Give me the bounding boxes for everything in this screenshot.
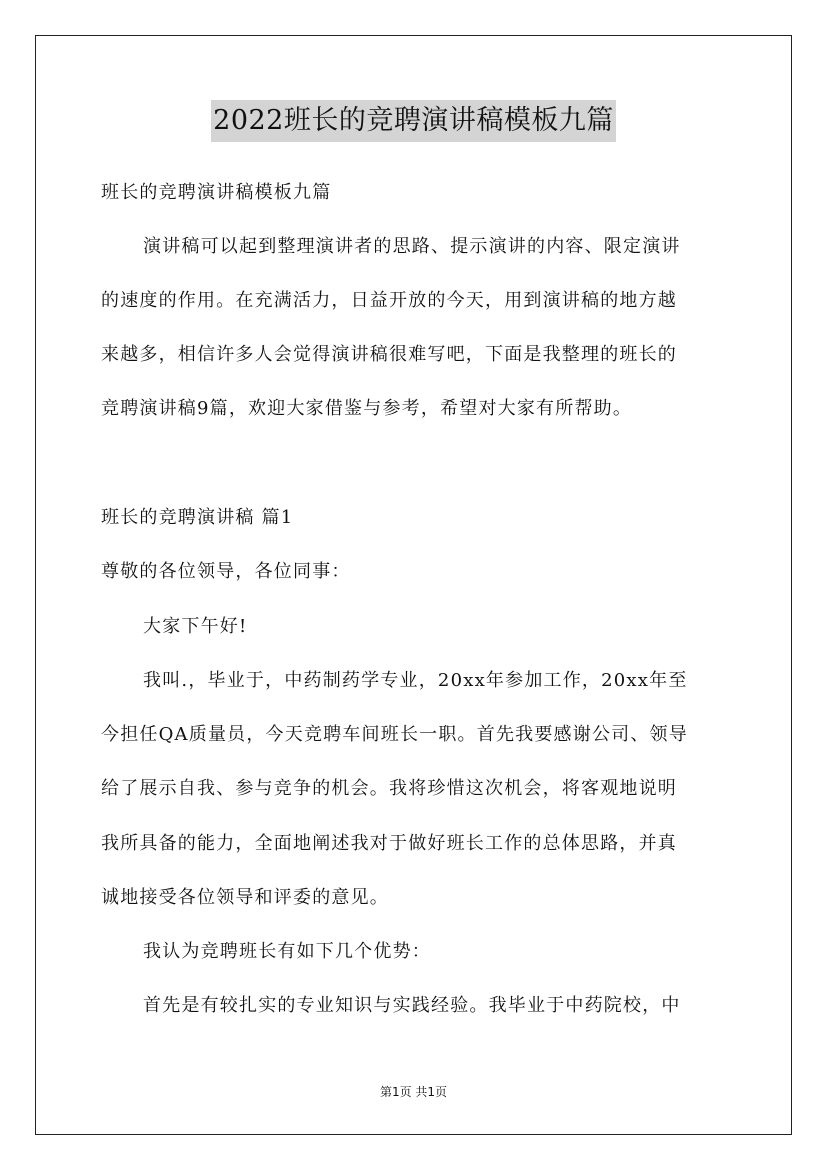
- page-number: 第1页 共1页: [379, 1085, 448, 1099]
- greeting: 大家下午好!: [143, 616, 248, 637]
- body-line: 诚地接受各位领导和评委的意见。: [101, 887, 389, 908]
- intro-line: 的速度的作用。在充满活力，日益开放的今天，用到演讲稿的地方越: [101, 290, 677, 311]
- section-heading: 班长的竞聘演讲稿 篇1: [101, 507, 294, 528]
- title-container: [0, 100, 827, 142]
- salutation: 尊敬的各位领导，各位同事：: [101, 561, 351, 582]
- body-line: 我所具备的能力，全面地阐述我对于做好班长工作的总体思路，并真: [101, 833, 677, 854]
- body-line: 今担任QA质量员，今天竞聘车间班长一职。首先我要感谢公司、领导: [101, 724, 688, 745]
- intro-line: 来越多，相信许多人会觉得演讲稿很难写吧，下面是我整理的班长的: [101, 344, 677, 365]
- body-line: 我叫.，毕业于，中药制药学专业，20xx年参加工作，20xx年至: [143, 670, 688, 691]
- intro-line: 竞聘演讲稿9篇，欢迎大家借鉴与参考，希望对大家有所帮助。: [101, 398, 633, 419]
- body-line: 给了展示自我、参与竞争的机会。我将珍惜这次机会，将客观地说明: [101, 778, 677, 799]
- advantages-intro: 我认为竞聘班长有如下几个优势：: [143, 941, 431, 962]
- first-advantage: 首先是有较扎实的专业知识与实践经验。我毕业于中药院校，中: [143, 995, 681, 1016]
- document-subtitle: 班长的竞聘演讲稿模板九篇: [101, 182, 332, 203]
- document-title: 2022班长的竞聘演讲稿模板九篇: [211, 100, 616, 142]
- intro-line: 演讲稿可以起到整理演讲者的思路、提示演讲的内容、限定演讲: [143, 236, 681, 257]
